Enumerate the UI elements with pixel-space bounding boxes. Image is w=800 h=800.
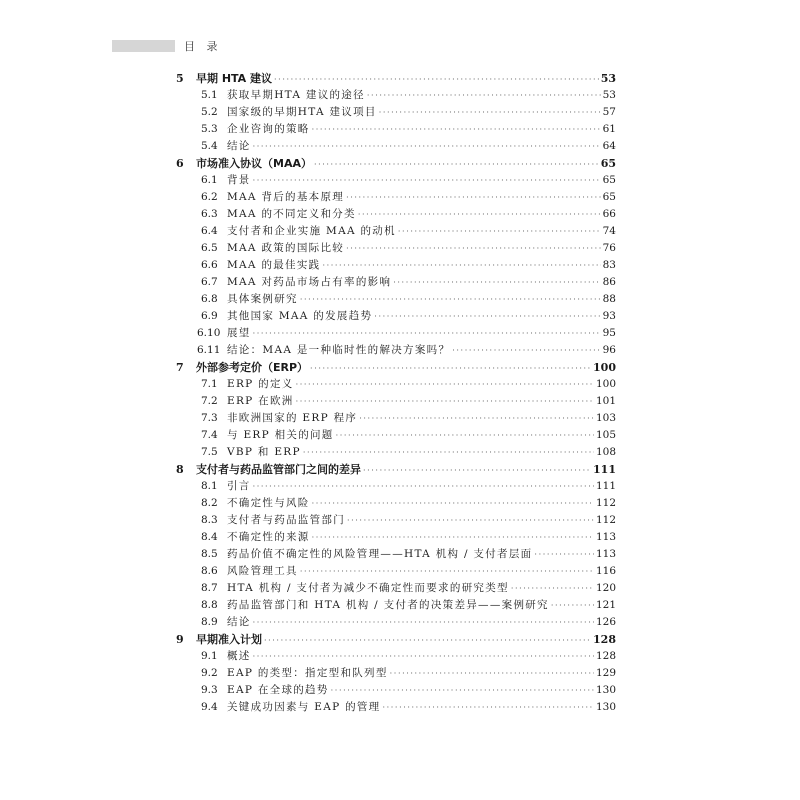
toc-entry-title: 药品监管部门和 HTA 机构 / 支付者的决策差异——案例研究 xyxy=(227,599,549,611)
toc-page-number: 103 xyxy=(595,412,616,424)
toc-section-row xyxy=(176,529,616,546)
toc-entry-number: 8.6 xyxy=(201,565,218,577)
toc-entry-title: 支付者和企业实施 MAA 的动机 xyxy=(227,225,396,237)
toc-entry-title: 非欧洲国家的 ERP 程序 xyxy=(227,412,358,424)
toc-section-row xyxy=(176,495,616,512)
dot-leader xyxy=(534,546,594,563)
toc-section-row xyxy=(176,648,616,665)
toc-entry-title: 风险管理工具 xyxy=(227,565,298,577)
toc-entry-number: 9 xyxy=(176,633,184,646)
dot-leader xyxy=(303,444,594,461)
toc-page-number: 74 xyxy=(602,225,616,237)
dot-leader xyxy=(300,291,601,308)
dot-leader xyxy=(331,682,594,699)
toc-page-number: 128 xyxy=(595,650,616,662)
dot-leader xyxy=(312,529,594,546)
toc-page-number: 111 xyxy=(595,480,616,492)
toc-chapter-row xyxy=(176,70,616,87)
toc-entry-number: 8 xyxy=(176,463,184,476)
toc-entry-title: 国家级的早期HTA 建议项目 xyxy=(227,106,377,118)
toc-page-number: 76 xyxy=(602,242,616,254)
toc-entry-number: 7.5 xyxy=(201,446,218,458)
dot-leader xyxy=(390,665,594,682)
toc-chapter-row xyxy=(176,155,616,172)
toc-page-number: 105 xyxy=(595,429,616,441)
dot-leader xyxy=(359,410,594,427)
toc-page-number: 130 xyxy=(595,701,616,713)
toc-entry-number: 7 xyxy=(176,361,184,374)
toc-entry-number: 8.3 xyxy=(201,514,218,526)
dot-leader xyxy=(367,87,601,104)
toc-section-row xyxy=(176,682,616,699)
toc-entry-number: 8.9 xyxy=(201,616,218,628)
toc-section-row xyxy=(176,223,616,240)
toc-entry-number: 6.10 xyxy=(197,327,221,339)
toc-section-row xyxy=(176,546,616,563)
dot-leader xyxy=(511,580,594,597)
toc-entry-number: 8.2 xyxy=(201,497,218,509)
toc-page-number: 126 xyxy=(595,616,616,628)
toc-page-number: 111 xyxy=(593,463,616,476)
toc-entry-number: 6.7 xyxy=(201,276,218,288)
toc-entry-number: 9.1 xyxy=(201,650,218,662)
toc-entry-number: 6.4 xyxy=(201,225,218,237)
dot-leader xyxy=(346,240,601,257)
toc-page-number: 53 xyxy=(600,72,616,85)
dot-leader xyxy=(336,427,594,444)
toc-entry-title: EAP 的类型：指定型和队列型 xyxy=(227,667,388,679)
toc-section-row xyxy=(176,699,616,716)
toc-entry-number: 6.3 xyxy=(201,208,218,220)
toc-entry-number: 7.4 xyxy=(201,429,218,441)
toc-section-row xyxy=(176,580,616,597)
toc-page-number: 64 xyxy=(602,140,616,152)
toc-page-number: 93 xyxy=(602,310,616,322)
dot-leader xyxy=(296,393,594,410)
toc-entry-title: 概述 xyxy=(227,650,251,662)
toc-entry-title: 早期准入计划 xyxy=(196,633,262,646)
dot-leader xyxy=(274,71,599,88)
toc-section-row xyxy=(176,308,616,325)
toc-entry-number: 6 xyxy=(176,157,184,170)
toc-entry-number: 9.3 xyxy=(201,684,218,696)
dot-leader xyxy=(358,206,601,223)
toc-section-row xyxy=(176,206,616,223)
dot-leader xyxy=(253,325,601,342)
toc-entry-title: 获取早期HTA 建议的途径 xyxy=(227,89,365,101)
dot-leader xyxy=(551,597,594,614)
dot-leader xyxy=(452,342,600,359)
toc-entry-number: 5.3 xyxy=(201,123,218,135)
dot-leader xyxy=(253,648,594,665)
toc-page-number: 129 xyxy=(595,667,616,679)
toc-entry-title: MAA 的不同定义和分类 xyxy=(227,208,356,220)
toc-page-number: 108 xyxy=(595,446,616,458)
toc-section-row xyxy=(176,614,616,631)
toc-page-number: 128 xyxy=(593,633,616,646)
toc-page-number: 112 xyxy=(595,514,616,526)
toc-chapter-row xyxy=(176,631,616,648)
toc-entry-title: HTA 机构 / 支付者为减少不确定性而要求的研究类型 xyxy=(227,582,509,594)
table-of-contents xyxy=(176,70,616,716)
toc-entry-title: MAA 对药品市场占有率的影响 xyxy=(227,276,392,288)
toc-entry-number: 5.4 xyxy=(201,140,218,152)
toc-section-row xyxy=(176,257,616,274)
toc-page-number: 65 xyxy=(602,191,616,203)
toc-entry-title: 外部参考定价（ERP） xyxy=(196,361,309,374)
toc-entry-number: 7.2 xyxy=(201,395,218,407)
toc-entry-title: MAA 政策的国际比较 xyxy=(227,242,345,254)
toc-entry-title: 不确定性与风险 xyxy=(227,497,310,509)
toc-section-row xyxy=(176,512,616,529)
toc-section-row xyxy=(176,665,616,682)
toc-entry-number: 7.1 xyxy=(201,378,218,390)
toc-page-number: 113 xyxy=(595,548,616,560)
dot-leader xyxy=(379,104,601,121)
toc-section-row xyxy=(176,172,616,189)
toc-entry-title: 引言 xyxy=(227,480,251,492)
dot-leader xyxy=(312,121,601,138)
dot-leader xyxy=(314,156,599,173)
dot-leader xyxy=(300,563,594,580)
toc-entry-title: VBP 和 ERP xyxy=(227,446,301,458)
toc-section-row xyxy=(176,563,616,580)
toc-page-number: 86 xyxy=(602,276,616,288)
toc-page-number: 65 xyxy=(600,157,616,170)
toc-section-row xyxy=(176,325,616,342)
toc-entry-title: ERP 在欧洲 xyxy=(227,395,294,407)
toc-entry-number: 9.4 xyxy=(201,701,218,713)
dot-leader xyxy=(347,512,594,529)
toc-page-number: 53 xyxy=(602,89,616,101)
toc-entry-number: 8.8 xyxy=(201,599,218,611)
toc-entry-title: 市场准入协议（MAA） xyxy=(196,157,312,170)
toc-section-row xyxy=(176,342,616,359)
toc-section-row xyxy=(176,138,616,155)
dot-leader xyxy=(253,172,601,189)
toc-entry-title: 其他国家 MAA 的发展趋势 xyxy=(227,310,373,322)
toc-entry-title: 药品价值不确定性的风险管理——HTA 机构 / 支付者层面 xyxy=(227,548,533,560)
toc-entry-number: 7.3 xyxy=(201,412,218,424)
toc-entry-title: MAA 的最佳实践 xyxy=(227,259,321,271)
dot-leader xyxy=(383,699,594,716)
toc-page-number: 100 xyxy=(593,361,616,374)
toc-entry-number: 5.1 xyxy=(201,89,218,101)
toc-section-row xyxy=(176,189,616,206)
toc-entry-title: 早期 HTA 建议 xyxy=(196,72,273,85)
toc-entry-title: 企业咨询的策略 xyxy=(227,123,310,135)
dot-leader xyxy=(393,274,600,291)
toc-entry-number: 5 xyxy=(176,72,184,85)
toc-section-row xyxy=(176,274,616,291)
toc-entry-title: 具体案例研究 xyxy=(227,293,298,305)
dot-leader xyxy=(253,614,594,631)
dot-leader xyxy=(253,478,594,495)
toc-entry-number: 8.1 xyxy=(201,480,218,492)
toc-entry-number: 8.5 xyxy=(201,548,218,560)
toc-chapter-row xyxy=(176,359,616,376)
dot-leader xyxy=(346,189,601,206)
toc-entry-number: 6.11 xyxy=(197,344,221,356)
dot-leader xyxy=(264,632,591,649)
toc-page-number: 112 xyxy=(595,497,616,509)
toc-section-row xyxy=(176,87,616,104)
toc-page-number: 113 xyxy=(595,531,616,543)
toc-entry-number: 6.9 xyxy=(201,310,218,322)
toc-entry-title: 支付者与药品监管部门 xyxy=(227,514,345,526)
toc-entry-number: 6.6 xyxy=(201,259,218,271)
toc-entry-number: 6.2 xyxy=(201,191,218,203)
toc-entry-number: 8.7 xyxy=(201,582,218,594)
dot-leader xyxy=(374,308,600,325)
dot-leader xyxy=(312,495,594,512)
toc-entry-title: 支付者与药品监管部门之间的差异 xyxy=(196,463,361,476)
toc-entry-number: 6.8 xyxy=(201,293,218,305)
toc-section-row xyxy=(176,291,616,308)
toc-entry-title: 关键成功因素与 EAP 的管理 xyxy=(227,701,381,713)
dot-leader xyxy=(296,376,594,393)
toc-entry-number: 5.2 xyxy=(201,106,218,118)
toc-entry-title: 结论：MAA 是一种临时性的解决方案吗？ xyxy=(227,344,451,356)
toc-entry-title: 与 ERP 相关的问题 xyxy=(227,429,334,441)
header-gray-bar xyxy=(112,40,175,52)
toc-section-row xyxy=(176,121,616,138)
toc-page-number: 130 xyxy=(595,684,616,696)
toc-section-row xyxy=(176,444,616,461)
toc-section-row xyxy=(176,478,616,495)
toc-page-number: 116 xyxy=(595,565,616,577)
toc-entry-title: ERP 的定义 xyxy=(227,378,294,390)
toc-entry-number: 8.4 xyxy=(201,531,218,543)
toc-entry-title: 展望 xyxy=(227,327,251,339)
toc-page-number: 65 xyxy=(602,174,616,186)
toc-section-row xyxy=(176,393,616,410)
toc-page-number: 66 xyxy=(602,208,616,220)
toc-page-number: 88 xyxy=(602,293,616,305)
toc-entry-number: 6.1 xyxy=(201,174,218,186)
toc-section-row xyxy=(176,427,616,444)
toc-page-number: 83 xyxy=(602,259,616,271)
toc-page-number: 61 xyxy=(602,123,616,135)
toc-page-number: 57 xyxy=(602,106,616,118)
toc-page-number: 120 xyxy=(595,582,616,594)
toc-entry-title: 结论 xyxy=(227,140,251,152)
toc-section-row xyxy=(176,240,616,257)
toc-section-row xyxy=(176,376,616,393)
toc-page-number: 95 xyxy=(602,327,616,339)
toc-entry-title: 背景 xyxy=(227,174,251,186)
dot-leader xyxy=(310,360,591,377)
toc-section-row xyxy=(176,410,616,427)
toc-entry-number: 9.2 xyxy=(201,667,218,679)
toc-entry-title: 不确定性的来源 xyxy=(227,531,310,543)
dot-leader xyxy=(253,138,601,155)
toc-entry-number: 6.5 xyxy=(201,242,218,254)
toc-section-row xyxy=(176,104,616,121)
toc-page-number: 101 xyxy=(595,395,616,407)
toc-page-number: 100 xyxy=(595,378,616,390)
toc-entry-title: 结论 xyxy=(227,616,251,628)
header-title: 目 录 xyxy=(184,40,222,53)
toc-page-number: 96 xyxy=(602,344,616,356)
toc-section-row xyxy=(176,597,616,614)
toc-entry-title: EAP 在全球的趋势 xyxy=(227,684,329,696)
running-header xyxy=(112,40,712,52)
toc-entry-title: MAA 背后的基本原理 xyxy=(227,191,345,203)
dot-leader xyxy=(322,257,600,274)
toc-chapter-row xyxy=(176,461,616,478)
dot-leader xyxy=(398,223,601,240)
dot-leader xyxy=(363,462,591,479)
toc-page-number: 121 xyxy=(595,599,616,611)
